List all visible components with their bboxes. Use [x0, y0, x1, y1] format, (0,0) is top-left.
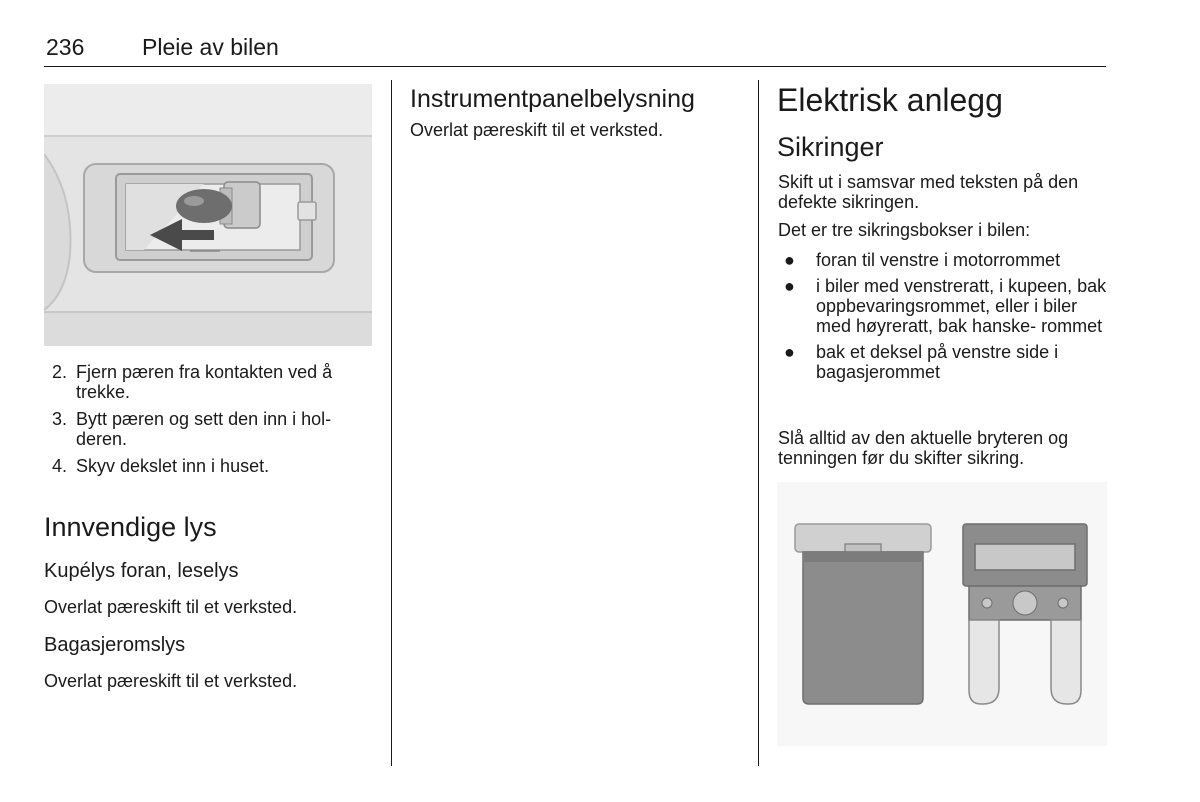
fuse-illustration — [777, 482, 1107, 746]
fuses-paragraph-2: Det er tre sikringsbokser i bilen: — [778, 220, 1031, 240]
page-header-title: Pleie av bilen — [142, 34, 279, 60]
instrument-panel-text: Overlat pæreskift til et verksted. — [410, 120, 664, 140]
subheading-front-lights: Kupélys foran, leselys — [44, 560, 239, 582]
bullet-text: i biler med venstreratt, i kupeen, bak oppbevaringsrommet, eller i biler med høyreratt, bak hanske- rommet — [816, 276, 1107, 336]
subheading-instrument-panel: Instrumentpanelbelysning — [410, 85, 695, 113]
bullet-text: foran til venstre i motorrommet — [816, 250, 1061, 270]
list-item — [52, 362, 372, 402]
header-divider — [44, 66, 1106, 67]
list-item — [52, 456, 372, 476]
step-text: Fjern pæren fra kontakten ved å trekke. — [76, 362, 333, 402]
column-divider-right — [758, 80, 759, 766]
column-divider-left — [391, 80, 392, 766]
section-heading-interior-lights: Innvendige lys — [44, 512, 217, 542]
step-number: 3. — [52, 409, 68, 429]
page-number: 236 — [46, 34, 85, 60]
steps-list — [52, 362, 372, 483]
list-item — [52, 409, 372, 449]
fuses-paragraph-1: Skift ut i samsvar med teksten på den defekte sikringen. — [778, 172, 1079, 212]
front-lights-text: Overlat pæreskift til et verksted. — [44, 597, 298, 617]
luggage-light-text: Overlat pæreskift til et verksted. — [44, 671, 298, 691]
list-item — [778, 250, 1108, 270]
step-text: Skyv dekslet inn i huset. — [76, 456, 270, 476]
bulb-removal-illustration — [44, 84, 372, 346]
list-item — [778, 342, 1108, 382]
section-heading-electrical: Elektrisk anlegg — [777, 82, 1003, 118]
bullet-icon: ● — [784, 250, 795, 270]
fuses-paragraph-3: Slå alltid av den aktuelle bryteren og tenningen før du skifter sikring. — [778, 428, 1069, 468]
fuse-box-locations — [778, 250, 1108, 388]
list-item — [778, 276, 1108, 336]
step-number: 4. — [52, 456, 68, 476]
subheading-fuses: Sikringer — [777, 132, 884, 162]
bullet-icon: ● — [784, 276, 795, 296]
step-number: 2. — [52, 362, 68, 382]
subheading-luggage-light: Bagasjeromslys — [44, 634, 186, 656]
bullet-text: bak et deksel på venstre side i bagasjerommet — [816, 342, 1059, 382]
step-text: Bytt pæren og sett den inn i hol- deren. — [76, 409, 332, 449]
bullet-icon: ● — [784, 342, 795, 362]
